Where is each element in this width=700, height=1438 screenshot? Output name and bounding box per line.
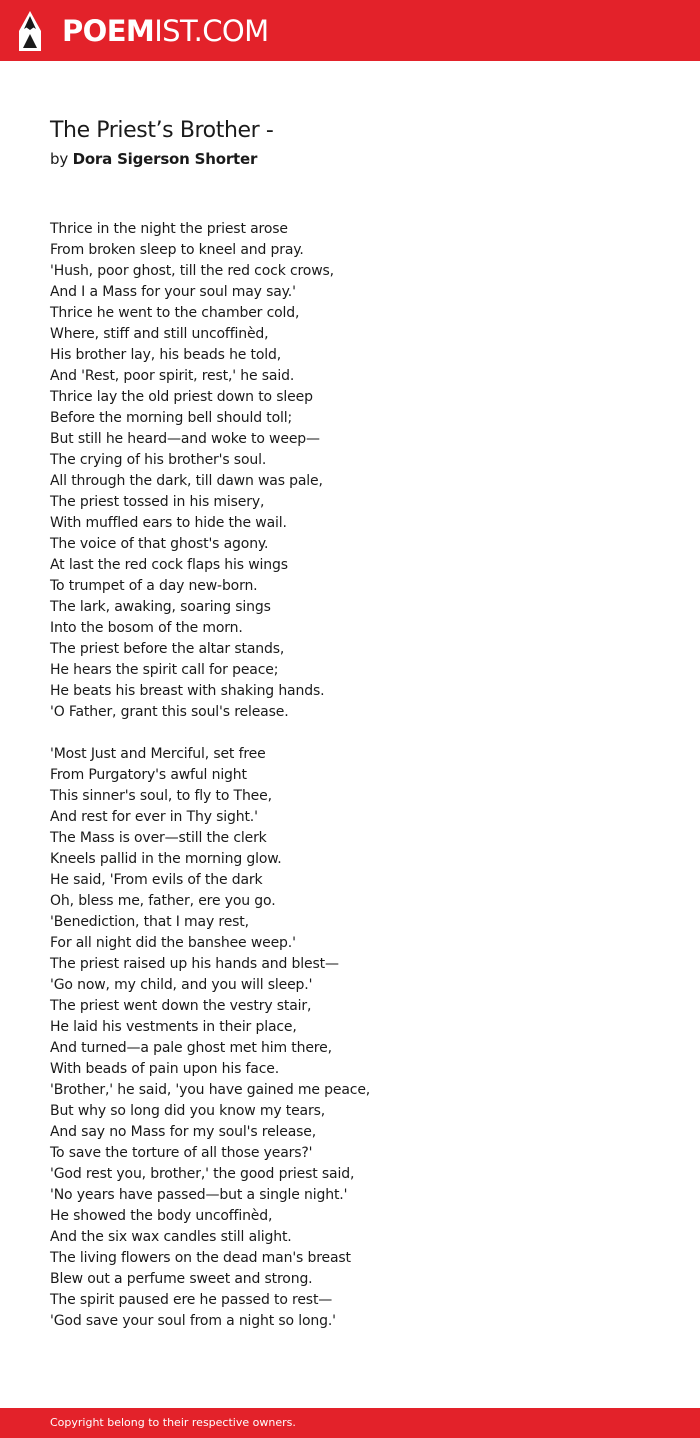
- poem-line: The priest before the altar stands,: [50, 641, 285, 657]
- copyright-notice: Copyright belong to their respective owners.: [50, 1416, 296, 1429]
- poem-line: 'Brother,' he said, 'you have gained me peace,: [50, 1082, 371, 1098]
- poem-line: He hears the spirit call for peace;: [50, 662, 279, 678]
- poem-line: Thrice he went to the chamber cold,: [50, 305, 300, 321]
- poem-line: And say no Mass for my soul's release,: [50, 1124, 317, 1140]
- poem-line: Thrice in the night the priest arose: [50, 221, 288, 237]
- poem-line: Thrice lay the old priest down to sleep: [50, 389, 313, 405]
- poem-line: Blew out a perfume sweet and strong.: [50, 1271, 313, 1287]
- logo-text-light: IST.COM: [154, 14, 269, 48]
- poem-line: 'No years have passed—but a single night.': [50, 1187, 348, 1203]
- poem-line: But why so long did you know my tears,: [50, 1103, 326, 1119]
- poem-line: From broken sleep to kneel and pray.: [50, 242, 304, 258]
- poem-line: He showed the body uncoffinèd,: [50, 1208, 273, 1224]
- poem-byline: [50, 148, 257, 170]
- poem-line: The priest raised up his hands and blest—: [50, 956, 339, 972]
- poem-line: With muffled ears to hide the wail.: [50, 515, 287, 531]
- poem-line: The lark, awaking, soaring sings: [50, 599, 271, 615]
- poem-line: And turned—a pale ghost met him there,: [50, 1040, 332, 1056]
- pencil-logo-icon: [17, 10, 43, 52]
- site-logo-link[interactable]: [17, 9, 269, 53]
- site-footer: [0, 1408, 700, 1438]
- poem-stanza: [50, 744, 650, 1332]
- poem-line: To trumpet of a day new-born.: [50, 578, 258, 594]
- poem-line: The priest went down the vestry stair,: [50, 998, 312, 1014]
- poem-line: And the six wax candles still alight.: [50, 1229, 292, 1245]
- poem-line: Where, stiff and still uncoffinèd,: [50, 326, 269, 342]
- poem-line: And rest for ever in Thy sight.': [50, 809, 258, 825]
- site-header: [0, 0, 700, 61]
- by-label: by: [50, 150, 68, 168]
- poem-line: 'Hush, poor ghost, till the red cock crows,: [50, 263, 334, 279]
- poem-line: Before the morning bell should toll;: [50, 410, 293, 426]
- poem-line: The Mass is over—still the clerk: [50, 830, 267, 846]
- poem-line: He beats his breast with shaking hands.: [50, 683, 325, 699]
- poem-line: 'O Father, grant this soul's release.: [50, 704, 289, 720]
- poem-line: The living flowers on the dead man's breast: [50, 1250, 351, 1266]
- poem-line: 'God rest you, brother,' the good priest said,: [50, 1166, 355, 1182]
- site-logo-text: [62, 9, 269, 53]
- poem-line: His brother lay, his beads he told,: [50, 347, 282, 363]
- poem-body: [50, 219, 650, 1332]
- poem-title: The Priest’s Brother -: [50, 118, 274, 143]
- poem-line: Into the bosom of the morn.: [50, 620, 243, 636]
- poem-line: And I a Mass for your soul may say.': [50, 284, 296, 300]
- poem-line: From Purgatory's awful night: [50, 767, 247, 783]
- poem-line: And 'Rest, poor spirit, rest,' he said.: [50, 368, 295, 384]
- poem-line: At last the red cock flaps his wings: [50, 557, 288, 573]
- stanza-gap: [50, 723, 650, 744]
- logo-text-bold: POEM: [62, 14, 155, 48]
- poem-stanza: [50, 219, 650, 723]
- poem-line: 'God save your soul from a night so long.': [50, 1313, 336, 1329]
- poem-line: All through the dark, till dawn was pale,: [50, 473, 323, 489]
- poem-line: The priest tossed in his misery,: [50, 494, 265, 510]
- poem-line: 'Most Just and Merciful, set free: [50, 746, 266, 762]
- poem-line: He said, 'From evils of the dark: [50, 872, 263, 888]
- poem-line: This sinner's soul, to fly to Thee,: [50, 788, 272, 804]
- poem-line: The spirit paused ere he passed to rest—: [50, 1292, 333, 1308]
- author-link[interactable]: Dora Sigerson Shorter: [72, 150, 258, 168]
- poem-line: The voice of that ghost's agony.: [50, 536, 269, 552]
- poem-line: With beads of pain upon his face.: [50, 1061, 280, 1077]
- poem-line: He laid his vestments in their place,: [50, 1019, 297, 1035]
- poem-line: 'Benediction, that I may rest,: [50, 914, 249, 930]
- poem-line: For all night did the banshee weep.': [50, 935, 296, 951]
- poem-line: But still he heard—and woke to weep—: [50, 431, 320, 447]
- poem-line: 'Go now, my child, and you will sleep.': [50, 977, 313, 993]
- poem-line: The crying of his brother's soul.: [50, 452, 267, 468]
- poem-line: To save the torture of all those years?': [50, 1145, 313, 1161]
- poem-line: Kneels pallid in the morning glow.: [50, 851, 282, 867]
- poem-line: Oh, bless me, father, ere you go.: [50, 893, 276, 909]
